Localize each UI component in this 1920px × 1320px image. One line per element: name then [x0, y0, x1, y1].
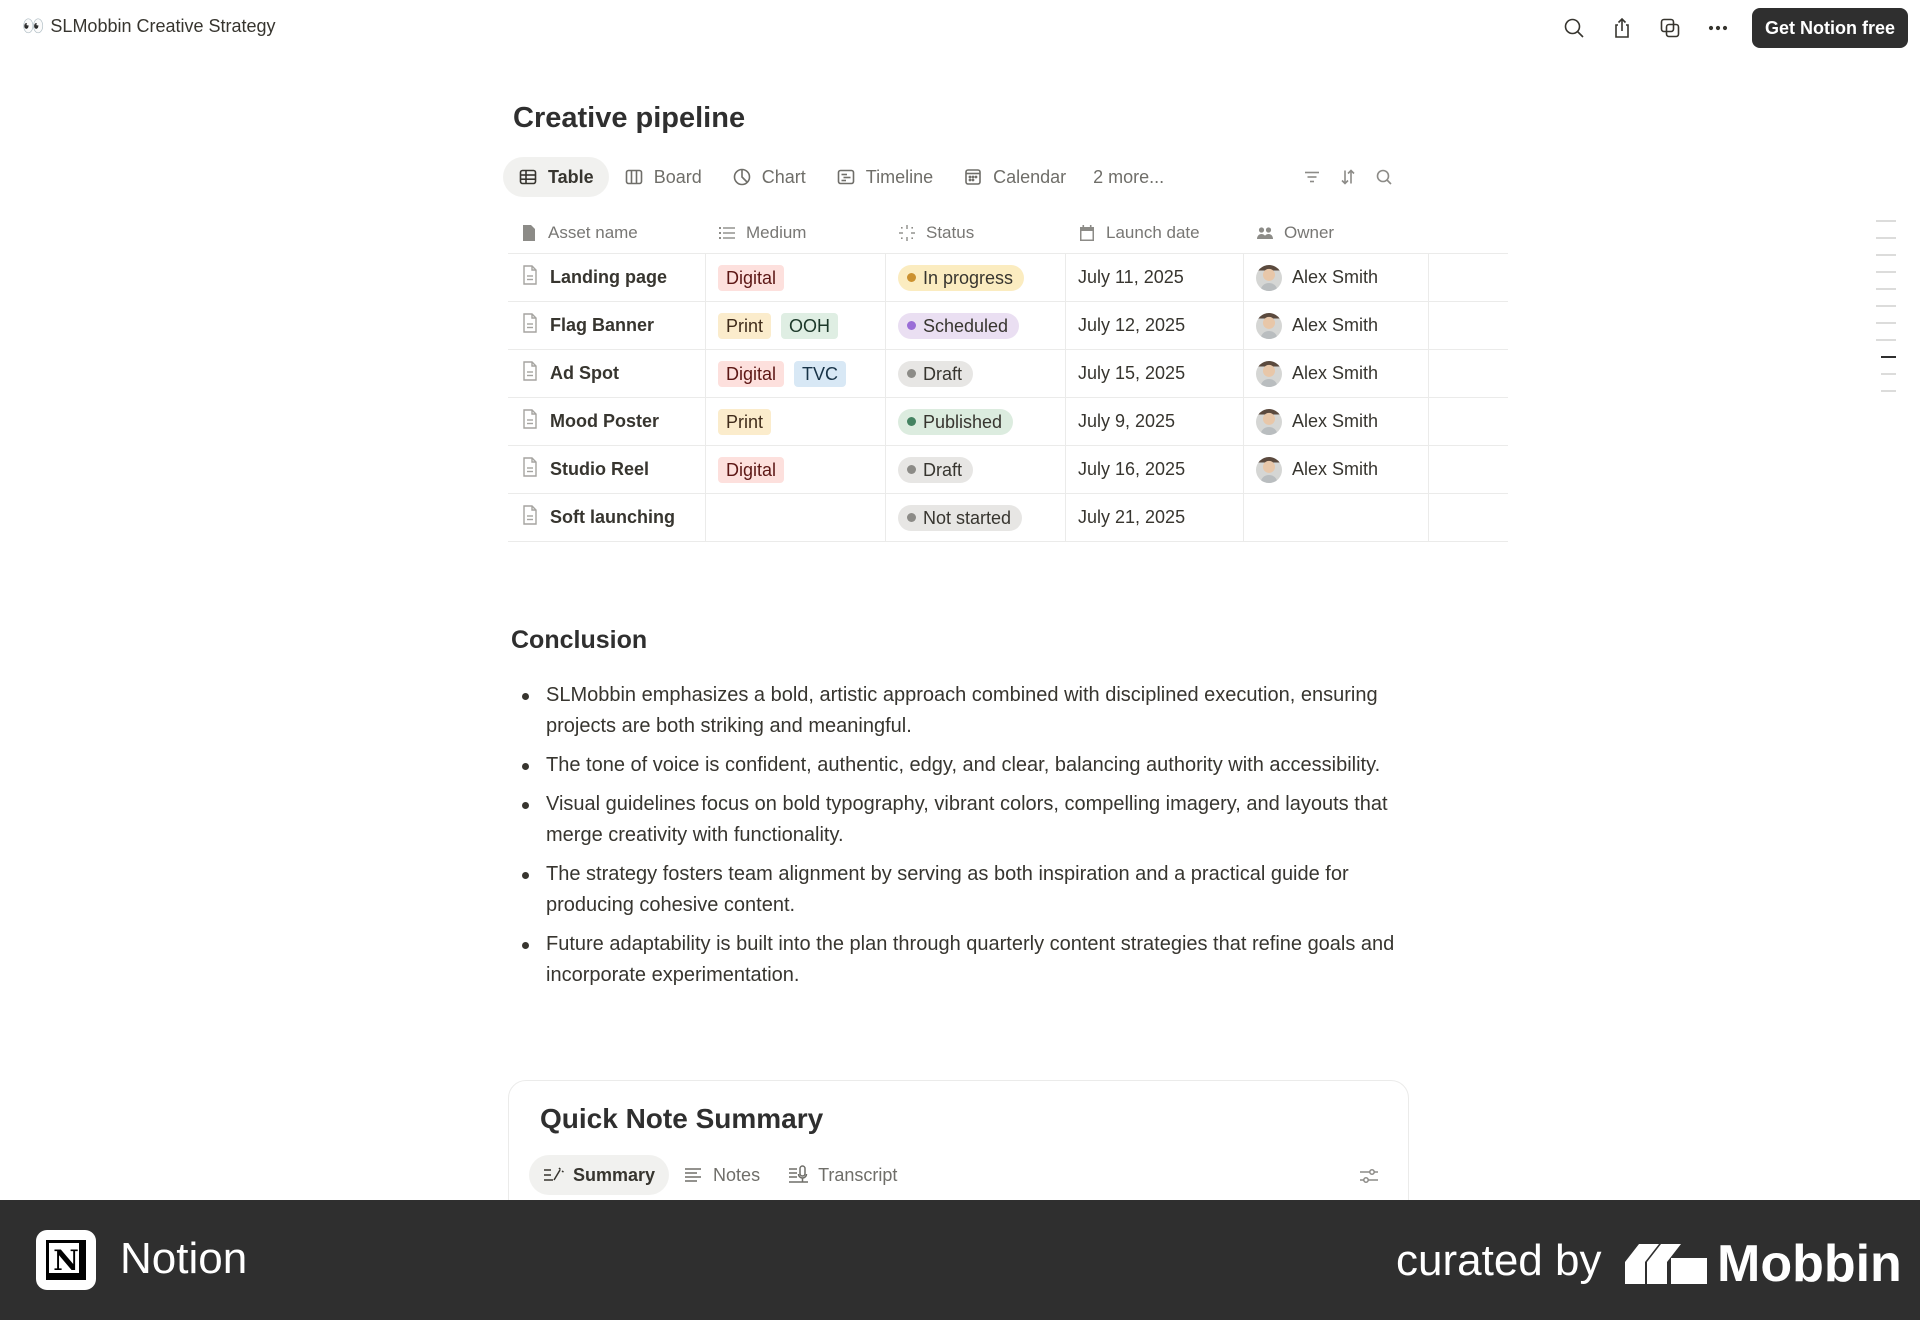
- mobbin-footer: [0, 1200, 1920, 1320]
- table-icon: [518, 167, 538, 187]
- quick-note-title: Quick Note Summary: [540, 1103, 824, 1134]
- owner-cell[interactable]: Alex Smith: [1244, 446, 1429, 493]
- page-icon: [520, 264, 540, 291]
- creative-pipeline-table: [508, 212, 1508, 542]
- asset-name-cell[interactable]: Flag Banner: [508, 302, 706, 349]
- view-tabs: [503, 157, 1176, 197]
- status-icon: [898, 224, 916, 242]
- status-dot-icon: [907, 465, 916, 474]
- bullet-item: The strategy fosters team alignment by serving as both inspiration and a practical guide for producing cohesive content.: [520, 859, 1410, 921]
- multi-select-icon: [718, 224, 736, 242]
- medium-cell[interactable]: [706, 350, 886, 397]
- status-cell[interactable]: [886, 398, 1066, 445]
- empty-cell: [1429, 350, 1508, 397]
- footer-brand: Notion: [120, 1234, 248, 1283]
- tab-timeline[interactable]: [821, 157, 948, 197]
- outline-mark[interactable]: [1881, 390, 1896, 392]
- outline-mark[interactable]: [1876, 339, 1896, 341]
- conclusion-heading: Conclusion: [511, 626, 648, 654]
- avatar: [1256, 313, 1282, 339]
- tab-chart[interactable]: [717, 157, 821, 197]
- page-icon: [520, 312, 540, 339]
- outline-mark[interactable]: [1876, 254, 1896, 256]
- share-button[interactable]: [1598, 8, 1646, 48]
- mobbin-mark-icon: [1625, 1244, 1707, 1284]
- notion-logo-icon: N: [36, 1230, 96, 1290]
- tab-calendar[interactable]: [948, 157, 1081, 197]
- date-icon: [1078, 224, 1096, 242]
- top-bar: [0, 0, 1920, 56]
- table-row[interactable]: [508, 254, 1508, 302]
- owner-cell[interactable]: Alex Smith: [1244, 398, 1429, 445]
- outline-mark[interactable]: [1876, 220, 1896, 222]
- medium-tag: TVC: [794, 361, 846, 387]
- page-outline-navigator[interactable]: [1876, 220, 1896, 392]
- medium-cell[interactable]: [706, 302, 886, 349]
- board-icon: [624, 167, 644, 187]
- outline-mark[interactable]: [1876, 305, 1896, 307]
- page-icon: [520, 360, 540, 387]
- page-icon: [520, 456, 540, 483]
- status-dot-icon: [907, 417, 916, 426]
- launch-date-cell[interactable]: July 15, 2025: [1066, 350, 1244, 397]
- title-property-icon: [520, 224, 538, 242]
- status-dot-icon: [907, 369, 916, 378]
- transcript-icon: [788, 1165, 810, 1185]
- share-icon: [1610, 16, 1634, 40]
- table-row[interactable]: [508, 446, 1508, 494]
- more-icon: [1706, 16, 1730, 40]
- avatar: [1256, 361, 1282, 387]
- launch-date-cell[interactable]: July 12, 2025: [1066, 302, 1244, 349]
- tab-table[interactable]: [503, 157, 609, 197]
- column-header-status[interactable]: Status: [886, 212, 1066, 253]
- sliders-icon: [1358, 1165, 1380, 1187]
- tab-label: Chart: [761, 166, 806, 187]
- launch-date-cell[interactable]: July 9, 2025: [1066, 398, 1244, 445]
- status-dot-icon: [907, 321, 916, 330]
- medium-cell[interactable]: [706, 494, 886, 541]
- quick-note-settings-button[interactable]: [1358, 1165, 1380, 1192]
- avatar: [1256, 457, 1282, 483]
- filter-button[interactable]: [1300, 165, 1324, 189]
- tab-label: Table: [548, 166, 594, 187]
- avatar: [1256, 265, 1282, 291]
- tab-transcript[interactable]: Transcript: [774, 1155, 911, 1195]
- medium-cell[interactable]: [706, 398, 886, 445]
- medium-tag: OOH: [781, 313, 838, 339]
- sort-icon: [1339, 168, 1357, 186]
- timeline-icon: [836, 167, 856, 187]
- column-header-owner[interactable]: Owner: [1244, 212, 1429, 253]
- tab-board[interactable]: [609, 157, 717, 197]
- outline-mark[interactable]: [1881, 373, 1896, 375]
- medium-tag: Digital: [718, 361, 784, 387]
- page-icon: [520, 408, 540, 435]
- sort-button[interactable]: [1336, 165, 1360, 189]
- column-header-launch-date[interactable]: Launch date: [1066, 212, 1244, 253]
- table-row[interactable]: [508, 350, 1508, 398]
- status-badge: Scheduled: [898, 313, 1019, 339]
- launch-date-cell[interactable]: July 16, 2025: [1066, 446, 1244, 493]
- status-cell[interactable]: [886, 350, 1066, 397]
- page-breadcrumb-title[interactable]: SLMobbin Creative Strategy: [50, 16, 276, 36]
- asset-name-cell[interactable]: Mood Poster: [508, 398, 706, 445]
- more-views-button[interactable]: 2 more...: [1093, 166, 1165, 187]
- outline-mark[interactable]: [1876, 322, 1896, 324]
- tab-label: Timeline: [865, 166, 934, 187]
- duplicate-icon: [1658, 16, 1682, 40]
- top-actions: [1550, 8, 1908, 48]
- status-badge: Draft: [898, 361, 973, 387]
- status-dot-icon: [907, 273, 916, 282]
- medium-cell[interactable]: [706, 446, 886, 493]
- medium-tag: Digital: [718, 457, 784, 483]
- search-icon: [1375, 168, 1393, 186]
- chart-icon: [732, 167, 752, 187]
- get-notion-free-button[interactable]: Get Notion free: [1752, 8, 1908, 48]
- table-row[interactable]: [508, 398, 1508, 446]
- empty-cell: [1429, 254, 1508, 301]
- owner-cell[interactable]: Alex Smith: [1244, 254, 1429, 301]
- tab-notes[interactable]: Notes: [669, 1155, 774, 1195]
- launch-date-cell[interactable]: July 21, 2025: [1066, 494, 1244, 541]
- asset-name-cell[interactable]: Soft launching: [508, 494, 706, 541]
- medium-tag: Print: [718, 409, 771, 435]
- empty-cell: [1429, 446, 1508, 493]
- status-cell[interactable]: [886, 446, 1066, 493]
- outline-mark[interactable]: [1876, 271, 1896, 273]
- table-row[interactable]: [508, 494, 1508, 542]
- status-badge: In progress: [898, 265, 1024, 291]
- filter-icon: [1303, 168, 1321, 186]
- summary-icon: [543, 1165, 565, 1185]
- outline-mark-active[interactable]: [1881, 356, 1896, 358]
- medium-cell[interactable]: [706, 254, 886, 301]
- notes-icon: [683, 1165, 705, 1185]
- status-badge: Not started: [898, 505, 1022, 531]
- avatar: [1256, 409, 1282, 435]
- mobbin-logo: Mobbin: [1625, 1234, 1902, 1294]
- database-title[interactable]: Creative pipeline: [513, 102, 746, 134]
- page-emoji-icon: 👀: [22, 16, 43, 36]
- column-header-asset-name[interactable]: Asset name: [508, 212, 706, 253]
- tab-label: Calendar: [993, 166, 1067, 187]
- status-cell[interactable]: [886, 494, 1066, 541]
- breadcrumb[interactable]: [22, 16, 276, 37]
- person-icon: [1256, 224, 1274, 242]
- asset-name-cell[interactable]: Ad Spot: [508, 350, 706, 397]
- status-cell[interactable]: [886, 254, 1066, 301]
- owner-cell[interactable]: Alex Smith: [1244, 302, 1429, 349]
- status-dot-icon: [907, 513, 916, 522]
- table-search-button[interactable]: [1372, 165, 1396, 189]
- conclusion-list: [520, 680, 1410, 999]
- outline-mark[interactable]: [1876, 288, 1896, 290]
- quick-note-tabs: [529, 1155, 911, 1195]
- empty-cell: [1429, 494, 1508, 541]
- bullet-item: SLMobbin emphasizes a bold, artistic approach combined with disciplined execution, ensuring projects are both striking and meaningful.: [520, 680, 1410, 742]
- bullet-item: Future adaptability is built into the plan through quarterly content strategies that refine goals and incorporate experimentation.: [520, 929, 1410, 991]
- search-icon: [1562, 16, 1586, 40]
- status-badge: Published: [898, 409, 1013, 435]
- status-badge: Draft: [898, 457, 973, 483]
- bullet-item: The tone of voice is confident, authentic, edgy, and clear, balancing authority with accessibility.: [520, 750, 1410, 781]
- tab-summary[interactable]: Summary: [529, 1155, 669, 1195]
- duplicate-button[interactable]: [1646, 8, 1694, 48]
- medium-tag: Digital: [718, 265, 784, 291]
- search-button[interactable]: [1550, 8, 1598, 48]
- owner-cell[interactable]: Alex Smith: [1244, 350, 1429, 397]
- empty-cell: [1429, 398, 1508, 445]
- curated-by-label: curated by: [1396, 1236, 1602, 1285]
- page-icon: [520, 504, 540, 531]
- outline-mark[interactable]: [1876, 237, 1896, 239]
- empty-cell: [1429, 302, 1508, 349]
- table-row[interactable]: [508, 302, 1508, 350]
- more-button[interactable]: [1694, 8, 1742, 48]
- tab-label: Board: [653, 166, 702, 187]
- bullet-item: Visual guidelines focus on bold typography, vibrant colors, compelling imagery, and layouts that merge creativity with functionality.: [520, 789, 1410, 851]
- calendar-icon: [963, 167, 983, 187]
- table-tools: [1300, 165, 1396, 189]
- launch-date-cell[interactable]: July 11, 2025: [1066, 254, 1244, 301]
- owner-cell[interactable]: [1244, 494, 1429, 541]
- status-cell[interactable]: [886, 302, 1066, 349]
- medium-tag: Print: [718, 313, 771, 339]
- asset-name-cell[interactable]: Studio Reel: [508, 446, 706, 493]
- asset-name-cell[interactable]: Landing page: [508, 254, 706, 301]
- column-header-medium[interactable]: Medium: [706, 212, 886, 253]
- table-header: [508, 212, 1508, 254]
